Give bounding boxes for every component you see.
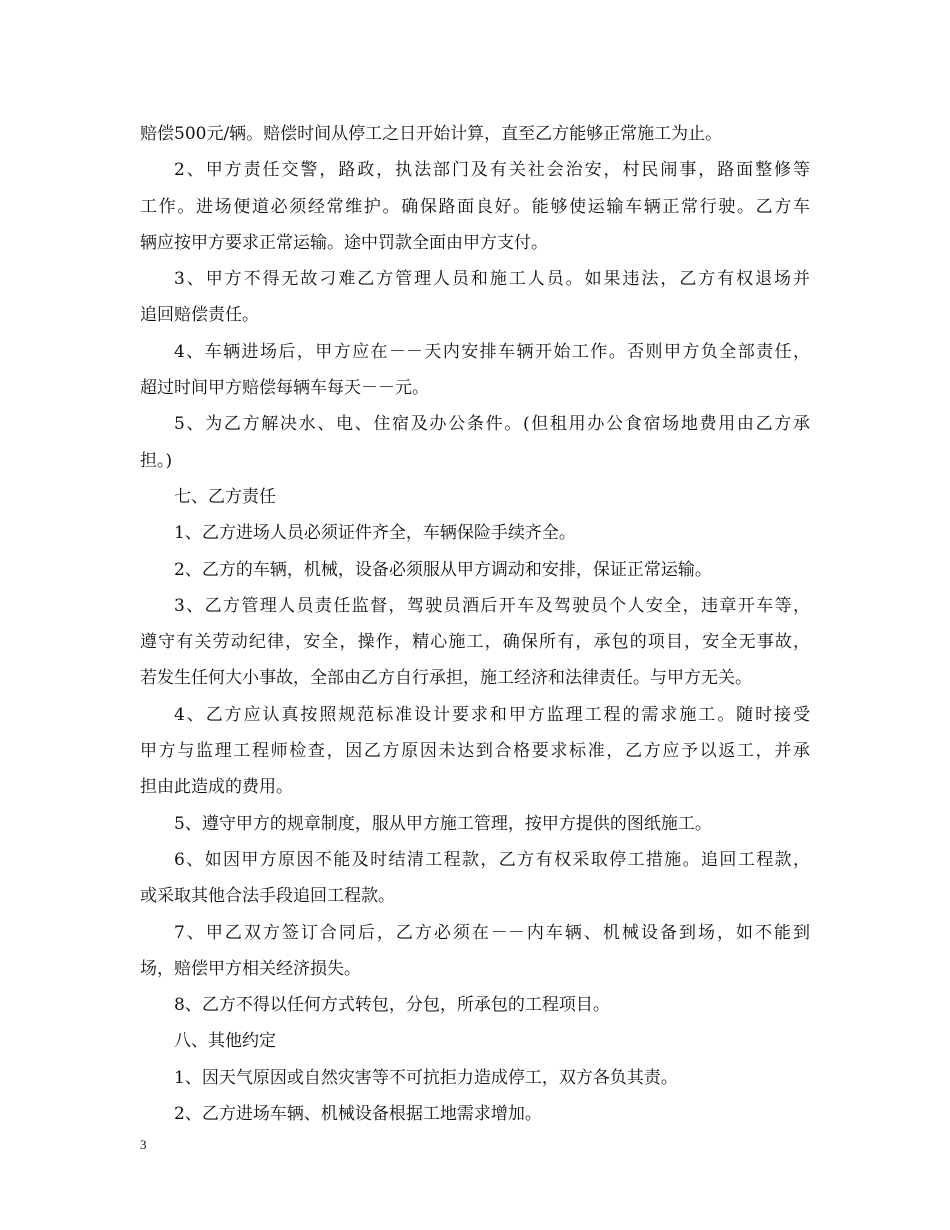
paragraph-line: 担。): [140, 450, 173, 471]
paragraph-line: 赔偿500元/辆。赔偿时间从停工之日开始计算，直至乙方能够正常施工为止。: [140, 124, 723, 144]
paragraph-line: 担由此造成的费用。: [140, 777, 293, 798]
paragraph-line: 超过时间甲方赔偿每辆车每天－－元。: [140, 378, 429, 399]
paragraph-line: 1、乙方进场人员必须证件齐全，车辆保险手续齐全。: [174, 523, 576, 544]
paragraph-line: 5、遵守甲方的规章制度，服从甲方施工管理，按甲方提供的图纸施工。: [174, 813, 712, 834]
paragraph-line: 4、乙方应认真按照规范标准设计要求和甲方监理工程的需求施工。随时接受: [174, 704, 810, 725]
paragraph-line: 或采取其他合法手段追回工程款。: [140, 886, 395, 907]
paragraph-line: 追回赔偿责任。: [140, 305, 259, 326]
paragraph-line: 7、甲乙双方签订合同后，乙方必须在－－内车辆、机械设备到场，如不能到: [174, 922, 810, 943]
section-heading: 八、其他约定: [174, 1031, 276, 1052]
paragraph-line: 4、车辆进场后，甲方应在－－天内安排车辆开始工作。否则甲方负全部责任，: [174, 341, 810, 362]
document-body: [140, 116, 810, 1132]
paragraph-line: 2、乙方进场车辆、机械设备根据工地需求增加。: [174, 1104, 542, 1125]
paragraph-line: 工作。进场便道必须经常维护。确保路面良好。能够使运输车辆正常行驶。乙方车: [140, 196, 810, 217]
paragraph-line: 5、为乙方解决水、电、住宿及办公条件。(但租用办公食宿场地费用由乙方承: [174, 414, 810, 435]
paragraph-line: 辆应按甲方要求正常运输。途中罚款全面由甲方支付。: [140, 232, 548, 253]
paragraph-line: 遵守有关劳动纪律，安全，操作，精心施工，确保所有，承包的项目，安全无事故，: [140, 632, 810, 653]
paragraph-line: 若发生任何大小事故，全部由乙方自行承担，施工经济和法律责任。与甲方无关。: [140, 668, 752, 689]
page-number: 3: [140, 1137, 147, 1152]
paragraph-line: 场，赔偿甲方相关经济损失。: [140, 958, 361, 979]
paragraph-line: 甲方与监理工程师检查，因乙方原因未达到合格要求标准，乙方应予以返工，并承: [140, 741, 810, 762]
paragraph-line: 3、甲方不得无故刁难乙方管理人员和施工人员。如果违法，乙方有权退场并: [174, 269, 810, 290]
paragraph-line: 2、甲方责任交警，路政，执法部门及有关社会治安，村民闹事，路面整修等: [174, 160, 810, 181]
paragraph-line: 6、如因甲方原因不能及时结清工程款，乙方有权采取停工措施。追回工程款，: [174, 849, 810, 870]
paragraph-line: 2、乙方的车辆，机械，设备必须服从甲方调动和安排，保证正常运输。: [174, 559, 712, 580]
paragraph-line: 8、乙方不得以任何方式转包，分包，所承包的工程项目。: [174, 995, 610, 1016]
paragraph-line: 3、乙方管理人员责任监督，驾驶员酒后开车及驾驶员个人安全，违章开车等，: [174, 595, 810, 616]
paragraph-line: 1、因天气原因或自然灾害等不可抗拒力造成停工，双方各负其责。: [174, 1067, 678, 1088]
section-heading: 七、乙方责任: [174, 486, 276, 507]
